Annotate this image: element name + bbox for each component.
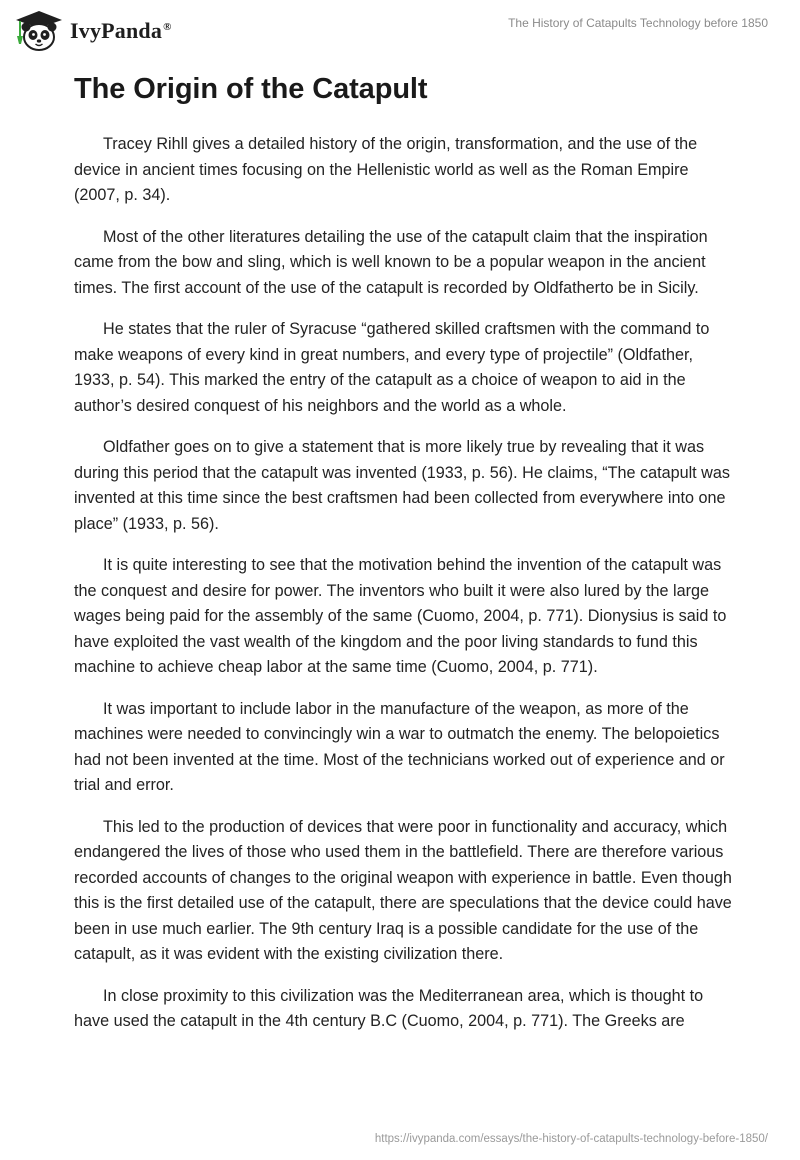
paragraph: This led to the production of devices that were poor in functionality and accuracy, which endangered the lives of those who used them in the battlefield. There are therefore various recorded accounts of changes to the original weapon with experience in battle. Even though this is the first detailed use of the catapult, there are speculations that the device could have been in use much earlier. The 9th century Iraq is a possible candidate for the use of the catapult, as it was evident with the existing civilization there. bbox=[74, 817, 732, 963]
brand-logo[interactable] bbox=[14, 8, 172, 52]
panda-graduation-cap-icon bbox=[14, 8, 64, 52]
page-title: The Origin of the Catapult bbox=[74, 73, 428, 105]
paragraph: Most of the other literatures detailing the use of the catapult claim that the inspiration came from the bow and sling, which is well known to be a popular weapon in the ancient times. The first account of the use of the catapult is recorded by Oldfatherto be in Sicily. bbox=[74, 227, 708, 297]
paragraph: Tracey Rihll gives a detailed history of the origin, transformation, and the use of the device in ancient times focusing on the Hellenistic world as well as the Roman Empire (2007, p. 34). bbox=[74, 135, 698, 204]
paragraph: In close proximity to this civilization was the Mediterranean area, which is thought to have used the catapult in the 4th century B.C (Cuomo, 2004, p. 771). The Greeks are bbox=[74, 986, 704, 1030]
document-title: The History of Catapults Technology before 1850 bbox=[508, 16, 768, 30]
source-url-link[interactable]: https://ivypanda.com/essays/the-history-of-catapults-technology-before-1850/ bbox=[374, 1133, 768, 1145]
paragraph: It is quite interesting to see that the motivation behind the invention of the catapult was the conquest and desire for power. The inventors who built it were also lured by the large wages being paid for the assembly of the same (Cuomo, 2004, p. 771). Dionysius is said to have exploited the vast wealth of the kingdom and the poor living standards to fund this machine to achieve cheap labor at the same time (Cuomo, 2004, p. 771). bbox=[74, 556, 727, 676]
paragraph: Oldfather goes on to give a statement that is more likely true by revealing that it was during this period that the catapult was invented (1933, p. 56). He claims, “The catapult was invented at this time since the best craftsmen had been collected from everywhere into one place” (1933, p. 56). bbox=[74, 438, 730, 533]
registered-mark: ® bbox=[163, 20, 172, 33]
article-body bbox=[74, 132, 734, 1051]
paragraph: He states that the ruler of Syracuse “gathered skilled craftsmen with the command to make weapons of every kind in great numbers, and every type of projectile” (Oldfather, 1933, p. 54). This marked the entry of the catapult as a choice of weapon to aid in the author’s desired conquest of his neighbors and the world as a whole. bbox=[74, 320, 710, 415]
brand-name: IvyPanda® bbox=[70, 18, 172, 43]
paragraph: It was important to include labor in the manufacture of the weapon, as more of the machines were needed to convincingly win a war to outmatch the enemy. The belopoietics had not been invented at the time. Most of the technicians worked out of experience and or trial and error. bbox=[74, 699, 725, 794]
page-header bbox=[0, 0, 800, 64]
